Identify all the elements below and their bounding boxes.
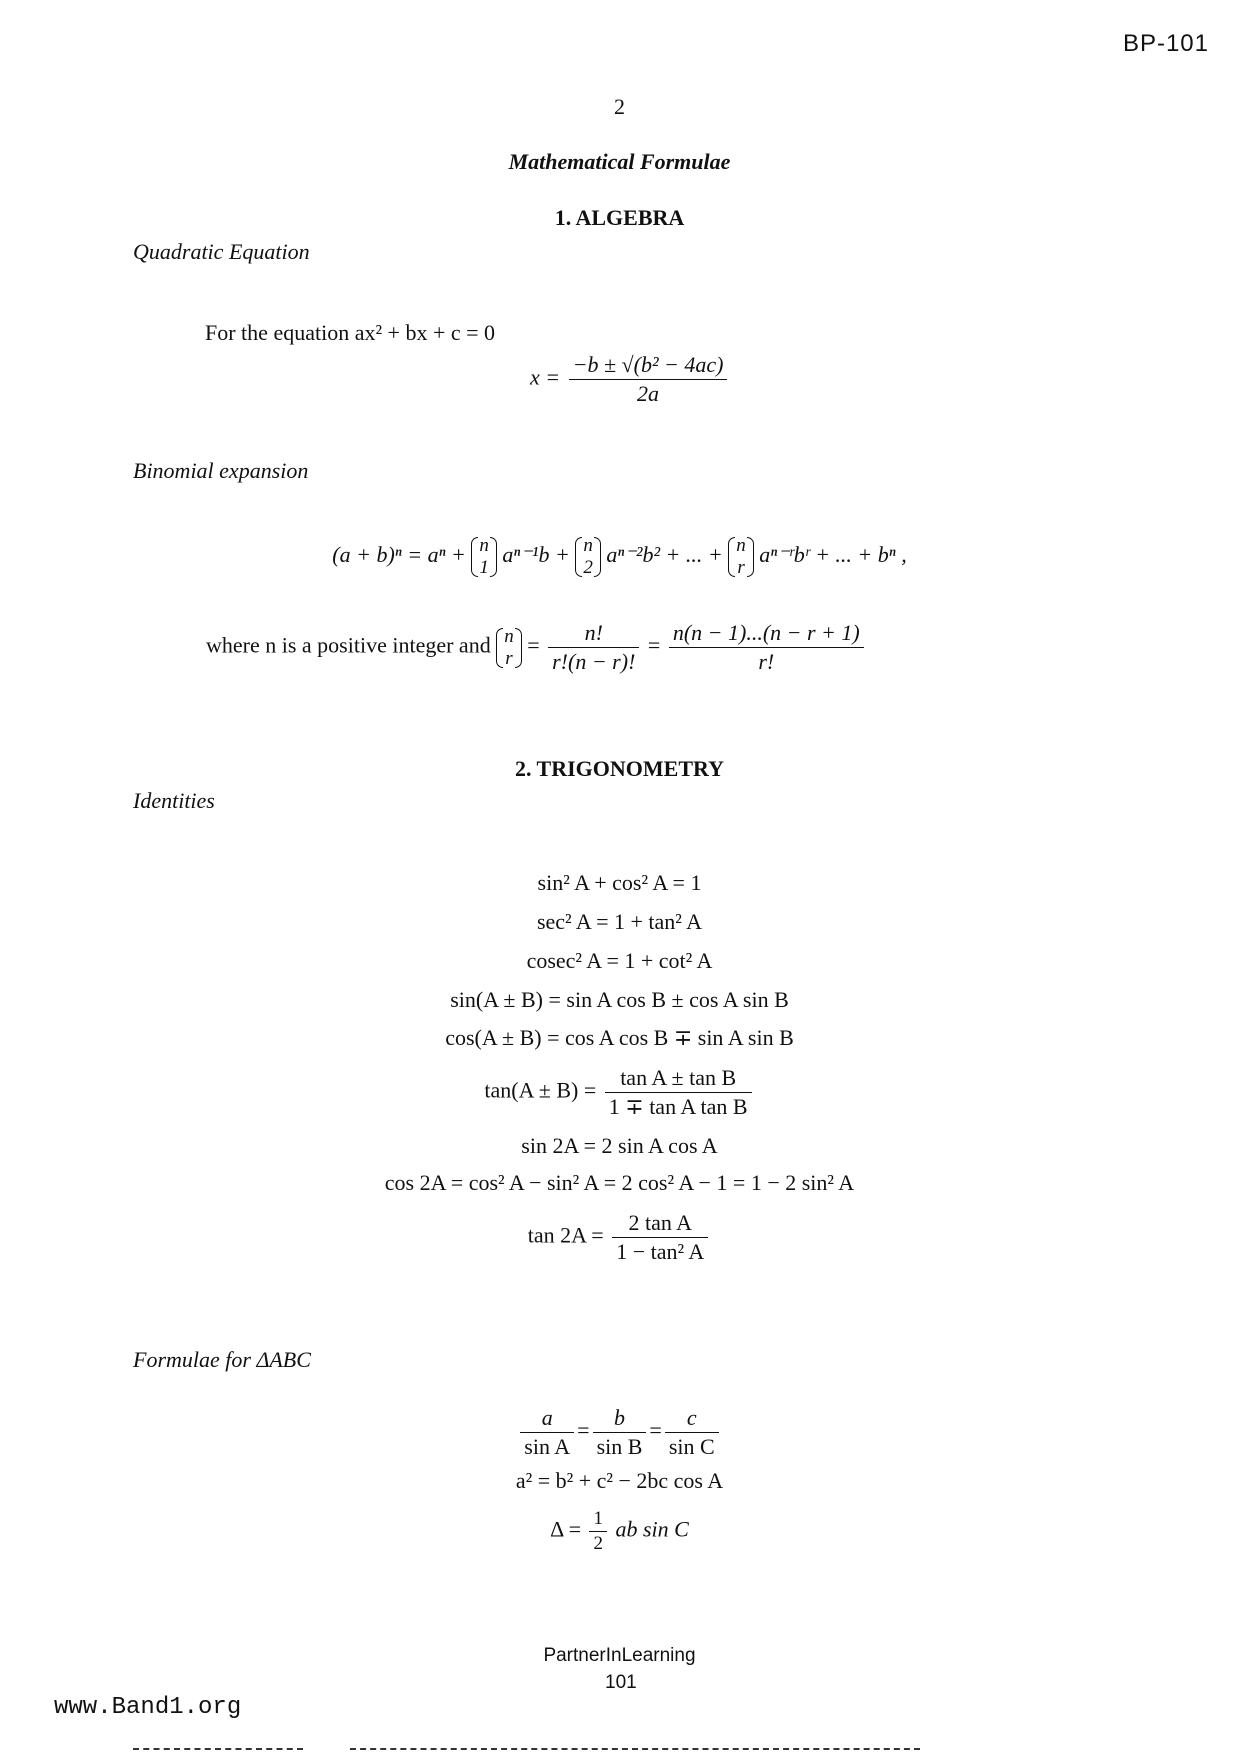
page-title: Mathematical Formulae xyxy=(508,149,731,174)
tan-sum-lhs: tan(A ± B) = xyxy=(484,1077,597,1103)
website-link[interactable]: www.Band1.org xyxy=(54,1694,242,1721)
binomial-part: aⁿ⁻²b² + ... + xyxy=(606,542,723,568)
triangle-label: Formulae for ΔABC xyxy=(133,1347,311,1372)
area-formula xyxy=(0,1508,1239,1555)
binomial-coefficient: n 2 xyxy=(575,535,601,579)
footer-line2: 101 xyxy=(605,1672,637,1693)
page-number: 2 xyxy=(614,94,625,119)
divider xyxy=(350,1748,920,1750)
document-code: BP-101 xyxy=(1122,30,1209,57)
identity-tan2a xyxy=(0,1210,1239,1265)
sine-rule: $\frac{a}{\text{sin A}}$ = $\frac{b}{\text{sin B}}$ = $\frac{c}{\text{sin C}}$ xyxy=(0,1405,1239,1460)
binomial-part: (a + b)ⁿ = aⁿ + xyxy=(332,542,466,568)
fraction: $\frac{n(n - 1)...(n - r + 1)}{r!}$ xyxy=(669,620,864,675)
tan-sum-identity xyxy=(0,1065,1239,1120)
binomial-coefficient: n r xyxy=(496,626,522,670)
section-heading-trigonometry: 2. TRIGONOMETRY xyxy=(514,756,725,781)
fraction: $\frac{c}{\text{sin C}}$ xyxy=(665,1405,719,1460)
identity: sin(A ± B) = sin A cos B ± cos A sin B xyxy=(450,987,789,1012)
quadratic-intro: For the equation ax² + bx + c = 0 xyxy=(205,320,496,345)
quadratic-denominator: 2a xyxy=(637,381,660,406)
section-heading-algebra: 1. ALGEBRA xyxy=(554,205,685,230)
identities-label: Identities xyxy=(133,788,215,813)
fraction: $\frac{1}{2}$ xyxy=(589,1508,607,1555)
binomial-part: aⁿ⁻ʳbʳ + ... + bⁿ , xyxy=(759,542,907,568)
identity: cosec² A = 1 + cot² A xyxy=(526,948,713,973)
binomial-formula xyxy=(0,535,1239,579)
identity-sin2a: sin 2A = 2 sin A cos A xyxy=(521,1133,718,1158)
binomial-part: aⁿ⁻¹b + xyxy=(502,542,570,568)
quadratic-label: Quadratic Equation xyxy=(133,239,310,264)
fraction: $\frac{b}{\text{sin B}}$ xyxy=(593,1405,647,1460)
equals-sign: = xyxy=(527,632,540,658)
fraction: $\frac{n!}{r!(n - r)!}$ xyxy=(548,620,639,675)
fraction: $\frac{\text{2 tan A}}{\text{1 − tan² A}}$ xyxy=(612,1210,708,1265)
footer-line1: PartnerInLearning xyxy=(543,1645,696,1666)
identity: cos(A ± B) = cos A cos B ∓ sin A sin B xyxy=(445,1025,794,1050)
binomial-label: Binomial expansion xyxy=(133,458,309,483)
identity-cos2a: cos 2A = cos² A − sin² A = 2 cos² A − 1 = 1 − 2 sin² A xyxy=(384,1170,855,1195)
binomial-coefficient-definition xyxy=(206,620,867,675)
identity: sin² A + cos² A = 1 xyxy=(537,870,702,895)
area-rhs: ab sin C xyxy=(615,1516,689,1542)
tan2a-lhs: tan 2A = xyxy=(527,1222,604,1248)
area-lhs: Δ = xyxy=(550,1516,581,1542)
divider xyxy=(133,1748,303,1750)
quadratic-lhs: x = xyxy=(530,364,561,390)
binomial-coefficient: n 1 xyxy=(471,535,497,579)
binomial-coefficient: n r xyxy=(728,535,754,579)
quadratic-formula xyxy=(530,352,730,407)
fraction: $\frac{\text{tan A ± tan B}}{\text{1 ∓ tan A tan B}}$ xyxy=(605,1065,752,1120)
identity: sec² A = 1 + tan² A xyxy=(536,909,703,934)
where-text: where n is a positive integer and xyxy=(206,632,491,658)
fraction: $\frac{a}{\text{sin A}}$ xyxy=(520,1405,574,1460)
quadratic-numerator: −b ± √(b² − 4ac) xyxy=(569,352,728,380)
equals-sign: = xyxy=(647,632,661,658)
cosine-rule: a² = b² + c² − 2bc cos A xyxy=(515,1468,724,1493)
